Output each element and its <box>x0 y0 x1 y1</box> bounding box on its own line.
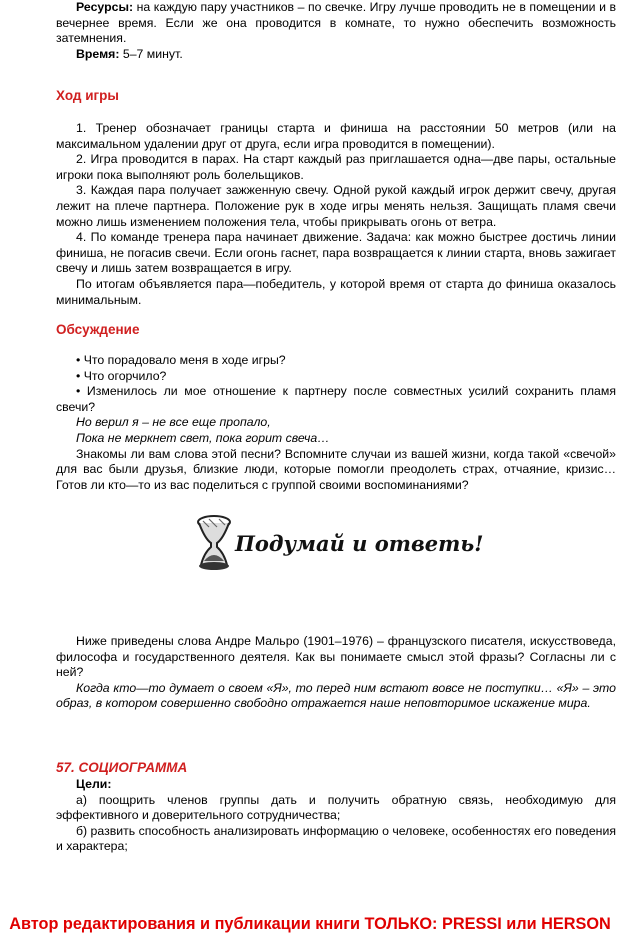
goals-label: Цели: <box>76 777 112 791</box>
malraux-block <box>56 634 616 712</box>
footer-notice: Автор редактирования и публикации книги ТОЛЬКО: PRESSI или HERSON <box>9 915 611 933</box>
game-step: 2. Игра проводится в парах. На старт каждый раз приглашается одна—две пары, остальные игроки пока выполняют роль болельщиков. <box>56 152 616 182</box>
time-label: Время: <box>76 46 120 61</box>
think-and-answer-box <box>195 513 495 573</box>
game-heading: Ход игры <box>56 88 119 103</box>
resources-text: на каждую пару участников – по свечке. Игру лучше проводить не в помещении и в вечернее время. Если же она проводится в комнате, то нужно обеспечить возможность затемнения. <box>56 0 616 46</box>
time-paragraph <box>56 47 616 63</box>
malraux-text: Ниже приведены слова Андре Мальро (1901–1976) – французского писателя, искусствоведа, философа и государственного деятеля. Как вы понимаете смысл этой фразы? Согласны ли с ней? <box>56 634 616 680</box>
discussion-heading: Обсуждение <box>56 322 140 337</box>
resources-paragraph <box>56 0 616 47</box>
think-and-answer-title: Подумай и ответь! <box>235 531 484 556</box>
poem-line: Но верил я – не все еще пропало, <box>76 415 271 430</box>
poem-line: Пока не меркнет свет, пока горит свеча… <box>76 430 330 445</box>
sociogram-heading: 57. СОЦИОГРАММА <box>56 760 188 775</box>
goal-item: б) развить способность анализировать информацию о человеке, особенностях его поведения и характера; <box>56 823 616 854</box>
sociogram-block <box>56 777 616 855</box>
malraux-quote: Когда кто—то думает о своем «Я», то перед ним встают вовсе не поступки… «Я» – это образ, в котором совершенно свободно отражается наше неповторимое искажение мира. <box>56 680 616 711</box>
discussion-text: Знакомы ли вам слова этой песни? Вспомните случаи из вашей жизни, когда такой «свечой» для вас были друзья, близкие люди, которые помогли преодолеть страх, отчаяние, кризис… Готов ли кто—то из вас поделиться с группой своими воспоминаниями? <box>56 446 616 492</box>
time-text: 5–7 минут. <box>119 46 183 61</box>
game-step: 3. Каждая пара получает зажженную свечу. Одной рукой каждый игрок держит свечу, другая лежит на плече партнера. Положение рук в ходе игры менять нельзя. Защищать пламя свечи можно лишь изменением положения тела, чтобы прикрывать огонь от ветра. <box>56 183 616 229</box>
intro-block <box>56 0 616 62</box>
discussion-question: • Изменилось ли мое отношение к партнеру после совместных усилий сохранить пламя свечи? <box>56 384 616 414</box>
game-result: По итогам объявляется пара—победитель, у которой время от старта до финиша оказалось минимальным. <box>56 276 616 307</box>
game-step: 1. Тренер обозначает границы старта и финиша на расстоянии 50 метров (или на максимальном удалении друг от друга, если игра проводится в помещении). <box>56 121 616 151</box>
game-steps <box>56 121 616 308</box>
goal-item: а) поощрить членов группы дать и получить обратную связь, необходимую для эффективного и доверительного сотрудничества; <box>56 792 616 823</box>
discussion-block <box>56 353 616 493</box>
game-step: 4. По команде тренера пара начинает движение. Задача: как можно быстрее достичь линии финиша, не погасив свечи. Если огонь гаснет, пара возвращается к линии старта, вновь зажигает свечу и лишь затем возвращается в игру. <box>56 230 616 276</box>
discussion-question: • Что порадовало меня в ходе игры? <box>76 353 286 367</box>
discussion-question: • Что огорчило? <box>76 368 167 383</box>
resources-label: Ресурсы: <box>76 0 134 14</box>
hourglass-icon <box>195 513 235 571</box>
